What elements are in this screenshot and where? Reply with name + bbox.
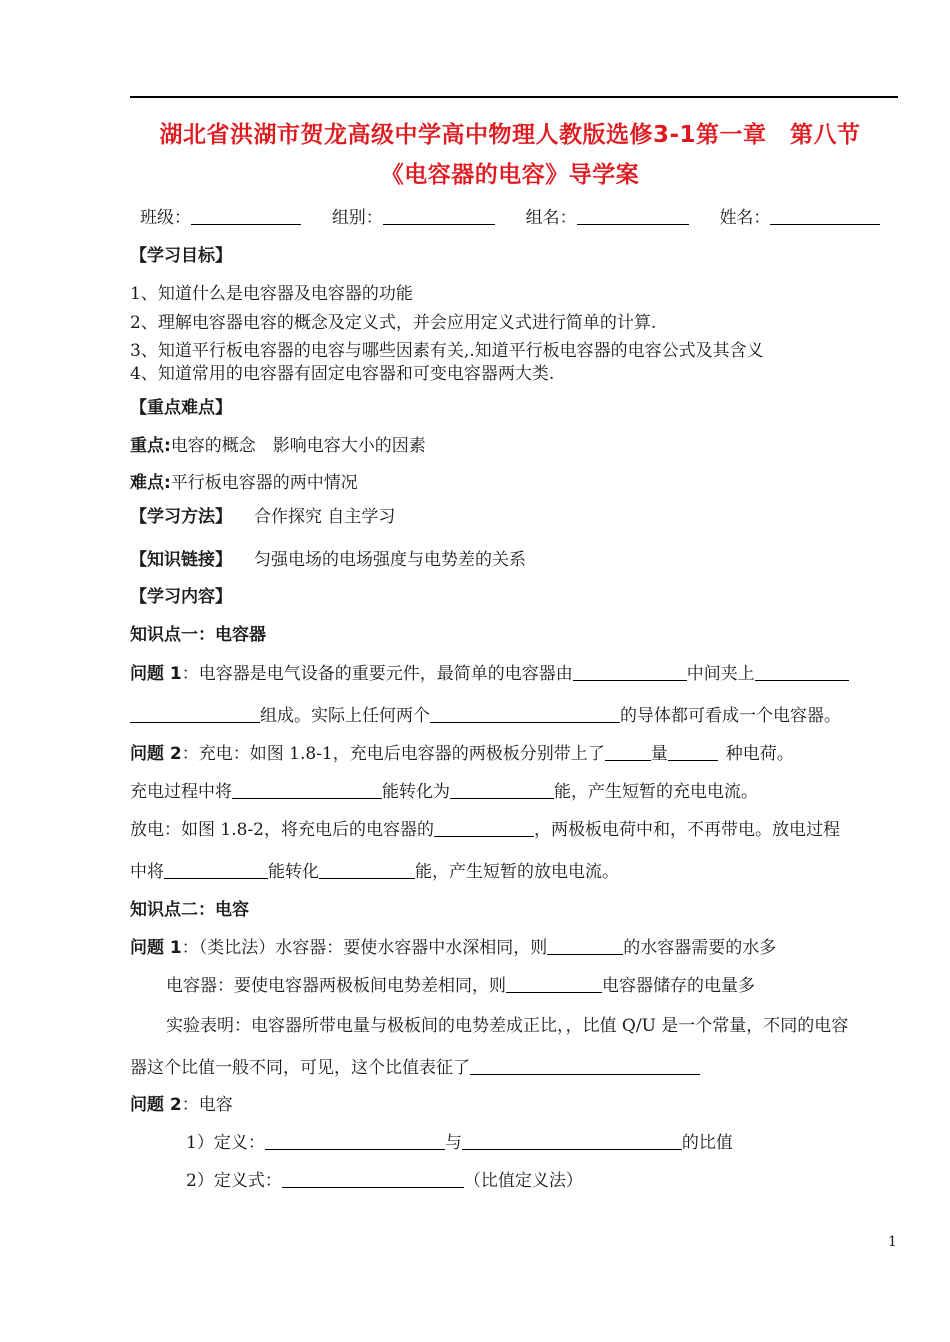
- question-label: 问题 2: [130, 744, 182, 764]
- objective-item: 3、知道平行板电容器的电容与哪些因素有关,.知道平行板电容器的电容公式及其含义: [130, 341, 764, 361]
- objective-item: 2、理解电容器电容的概念及定义式，并会应用定义式进行简单的计算.: [130, 313, 657, 333]
- question-label: 问题 1: [130, 938, 182, 958]
- group-name-label: 组名：: [525, 208, 577, 228]
- method-row: [130, 502, 395, 527]
- question-text: 放电：如图 1.8-2，将充电后的电容器的: [130, 820, 434, 840]
- question-text: 电容器储存的电量多: [602, 976, 755, 996]
- question-text: ：电容: [181, 1095, 233, 1115]
- answer-blank[interactable]: [130, 707, 260, 723]
- question-text: 与: [444, 1133, 462, 1153]
- kp1-question-2-line-2: [130, 777, 758, 802]
- objective-item: 1、知道什么是电容器及电容器的功能: [130, 284, 413, 304]
- question-text: 能，产生短暂的放电电流。: [415, 862, 619, 882]
- link-row: [130, 545, 526, 570]
- question-text: 种电荷。: [725, 744, 794, 764]
- answer-blank[interactable]: [282, 1172, 464, 1188]
- class-field[interactable]: [191, 209, 301, 225]
- header-rule: [130, 96, 898, 98]
- key-text: 电容的概念 影响电容大小的因素: [170, 436, 426, 456]
- keypoints-heading: 【重点难点】: [130, 398, 232, 418]
- kp2-question-1-line-4: [130, 1053, 700, 1078]
- question-text: 能转化: [268, 862, 319, 882]
- method-heading: 【学习方法】: [130, 507, 232, 527]
- kp1-question-2-line-1: [130, 739, 794, 764]
- difficult-label: 难点:: [130, 473, 171, 493]
- kp1-question-2-line-4: [130, 857, 619, 882]
- kp2-heading: 知识点二：电容: [130, 900, 249, 920]
- kp2-question-2: [130, 1090, 233, 1115]
- info-fields-row: [140, 203, 880, 228]
- question-label: 问题 2: [130, 1095, 182, 1115]
- group-label: 组别：: [331, 208, 383, 228]
- key-label: 重点:: [130, 436, 171, 456]
- question-text: ，两极板电荷中和，不再带电。放电过程: [534, 820, 840, 840]
- answer-blank[interactable]: [573, 665, 687, 681]
- link-heading: 【知识链接】: [130, 550, 232, 570]
- question-text: 中将: [130, 862, 164, 882]
- question-text: 则: [530, 938, 548, 958]
- answer-blank[interactable]: [434, 821, 534, 837]
- question-text: 充电过程中将: [130, 782, 232, 802]
- question-text: ：电容器是电气设: [181, 664, 318, 684]
- question-text: 中间夹上: [686, 664, 755, 684]
- question-label: 问题 1: [130, 664, 182, 684]
- objectives-heading: 【学习目标】: [130, 246, 232, 266]
- answer-blank[interactable]: [265, 1134, 445, 1150]
- kp2-question-1-line-1: [130, 933, 776, 958]
- question-text: 的导体都可看成一个电容器。: [620, 706, 841, 726]
- question-text: ：（类比法）水容器：要使水容器中水深相同，: [181, 938, 531, 958]
- answer-blank[interactable]: [430, 707, 620, 723]
- answer-blank[interactable]: [547, 939, 623, 955]
- content-heading: 【学习内容】: [130, 587, 232, 607]
- key-point-row: [130, 431, 426, 456]
- question-text: 备的重要元件，最简单的电容器由: [317, 664, 573, 684]
- group-field[interactable]: [383, 209, 495, 225]
- kp1-question-1-line-2: [130, 701, 841, 726]
- kp2-question-1-line-2: [166, 971, 755, 996]
- question-text: （比值定义法）: [463, 1171, 583, 1191]
- kp1-heading: 知识点一：电容器: [130, 625, 266, 645]
- name-label: 姓名：: [719, 208, 771, 228]
- answer-blank[interactable]: [755, 665, 849, 681]
- class-label: 班级：: [140, 208, 191, 228]
- question-text: 的比值: [681, 1133, 733, 1153]
- question-text: ：充电：如图 1.8-1，充电后电容器的两极板分别带上了: [181, 744, 605, 764]
- kp2-question-1-line-3: 实验表明：电容器所带电量与极板间的电势差成正比，，比值 Q/U 是一个常量，不同的电容: [166, 1016, 849, 1036]
- question-text: 组成。实际上任何两个: [260, 706, 430, 726]
- answer-blank[interactable]: [319, 863, 415, 879]
- definition-formula-row: [186, 1166, 583, 1191]
- question-text: 2）定义式：: [186, 1171, 282, 1191]
- answer-blank[interactable]: [506, 977, 602, 993]
- name-field[interactable]: [770, 209, 880, 225]
- question-text: 的水容器需要的水多: [623, 938, 777, 958]
- difficult-text: 平行板电容器的两中情况: [170, 473, 358, 493]
- answer-blank[interactable]: [450, 783, 554, 799]
- question-text: 能，产生短暂的充电电流。: [554, 782, 758, 802]
- page-number: 1: [888, 1234, 897, 1250]
- objective-item: 4、知道常用的电容器有固定电容器和可变电容器两大类.: [130, 364, 555, 384]
- question-text: 电容器：要使电容器两极板间电势差相同，则: [166, 976, 506, 996]
- answer-blank[interactable]: [462, 1134, 682, 1150]
- answer-blank[interactable]: [232, 783, 382, 799]
- question-text: 能转化为: [382, 782, 450, 802]
- kp1-question-1-line-1: [130, 659, 849, 684]
- answer-blank[interactable]: [164, 863, 268, 879]
- definition-row: [186, 1128, 733, 1153]
- question-text: 1）定义：: [186, 1133, 265, 1153]
- answer-blank[interactable]: [668, 745, 718, 761]
- difficult-point-row: [130, 468, 358, 493]
- group-name-field[interactable]: [577, 209, 689, 225]
- question-text: 量: [650, 744, 668, 764]
- method-text: 合作探究 自主学习: [254, 507, 396, 527]
- link-text: 匀强电场的电场强度与电势差的关系: [254, 550, 526, 570]
- title-line-2: 《电容器的电容》导学案: [380, 162, 640, 188]
- question-text: 器这个比值一般不同，可见，这个比值表征了: [130, 1058, 470, 1078]
- kp1-question-2-line-3: [130, 815, 840, 840]
- answer-blank[interactable]: [470, 1059, 700, 1075]
- answer-blank[interactable]: [605, 745, 651, 761]
- title-line-1: 湖北省洪湖市贺龙高级中学高中物理人教版选修3-1第一章 第八节: [159, 122, 861, 148]
